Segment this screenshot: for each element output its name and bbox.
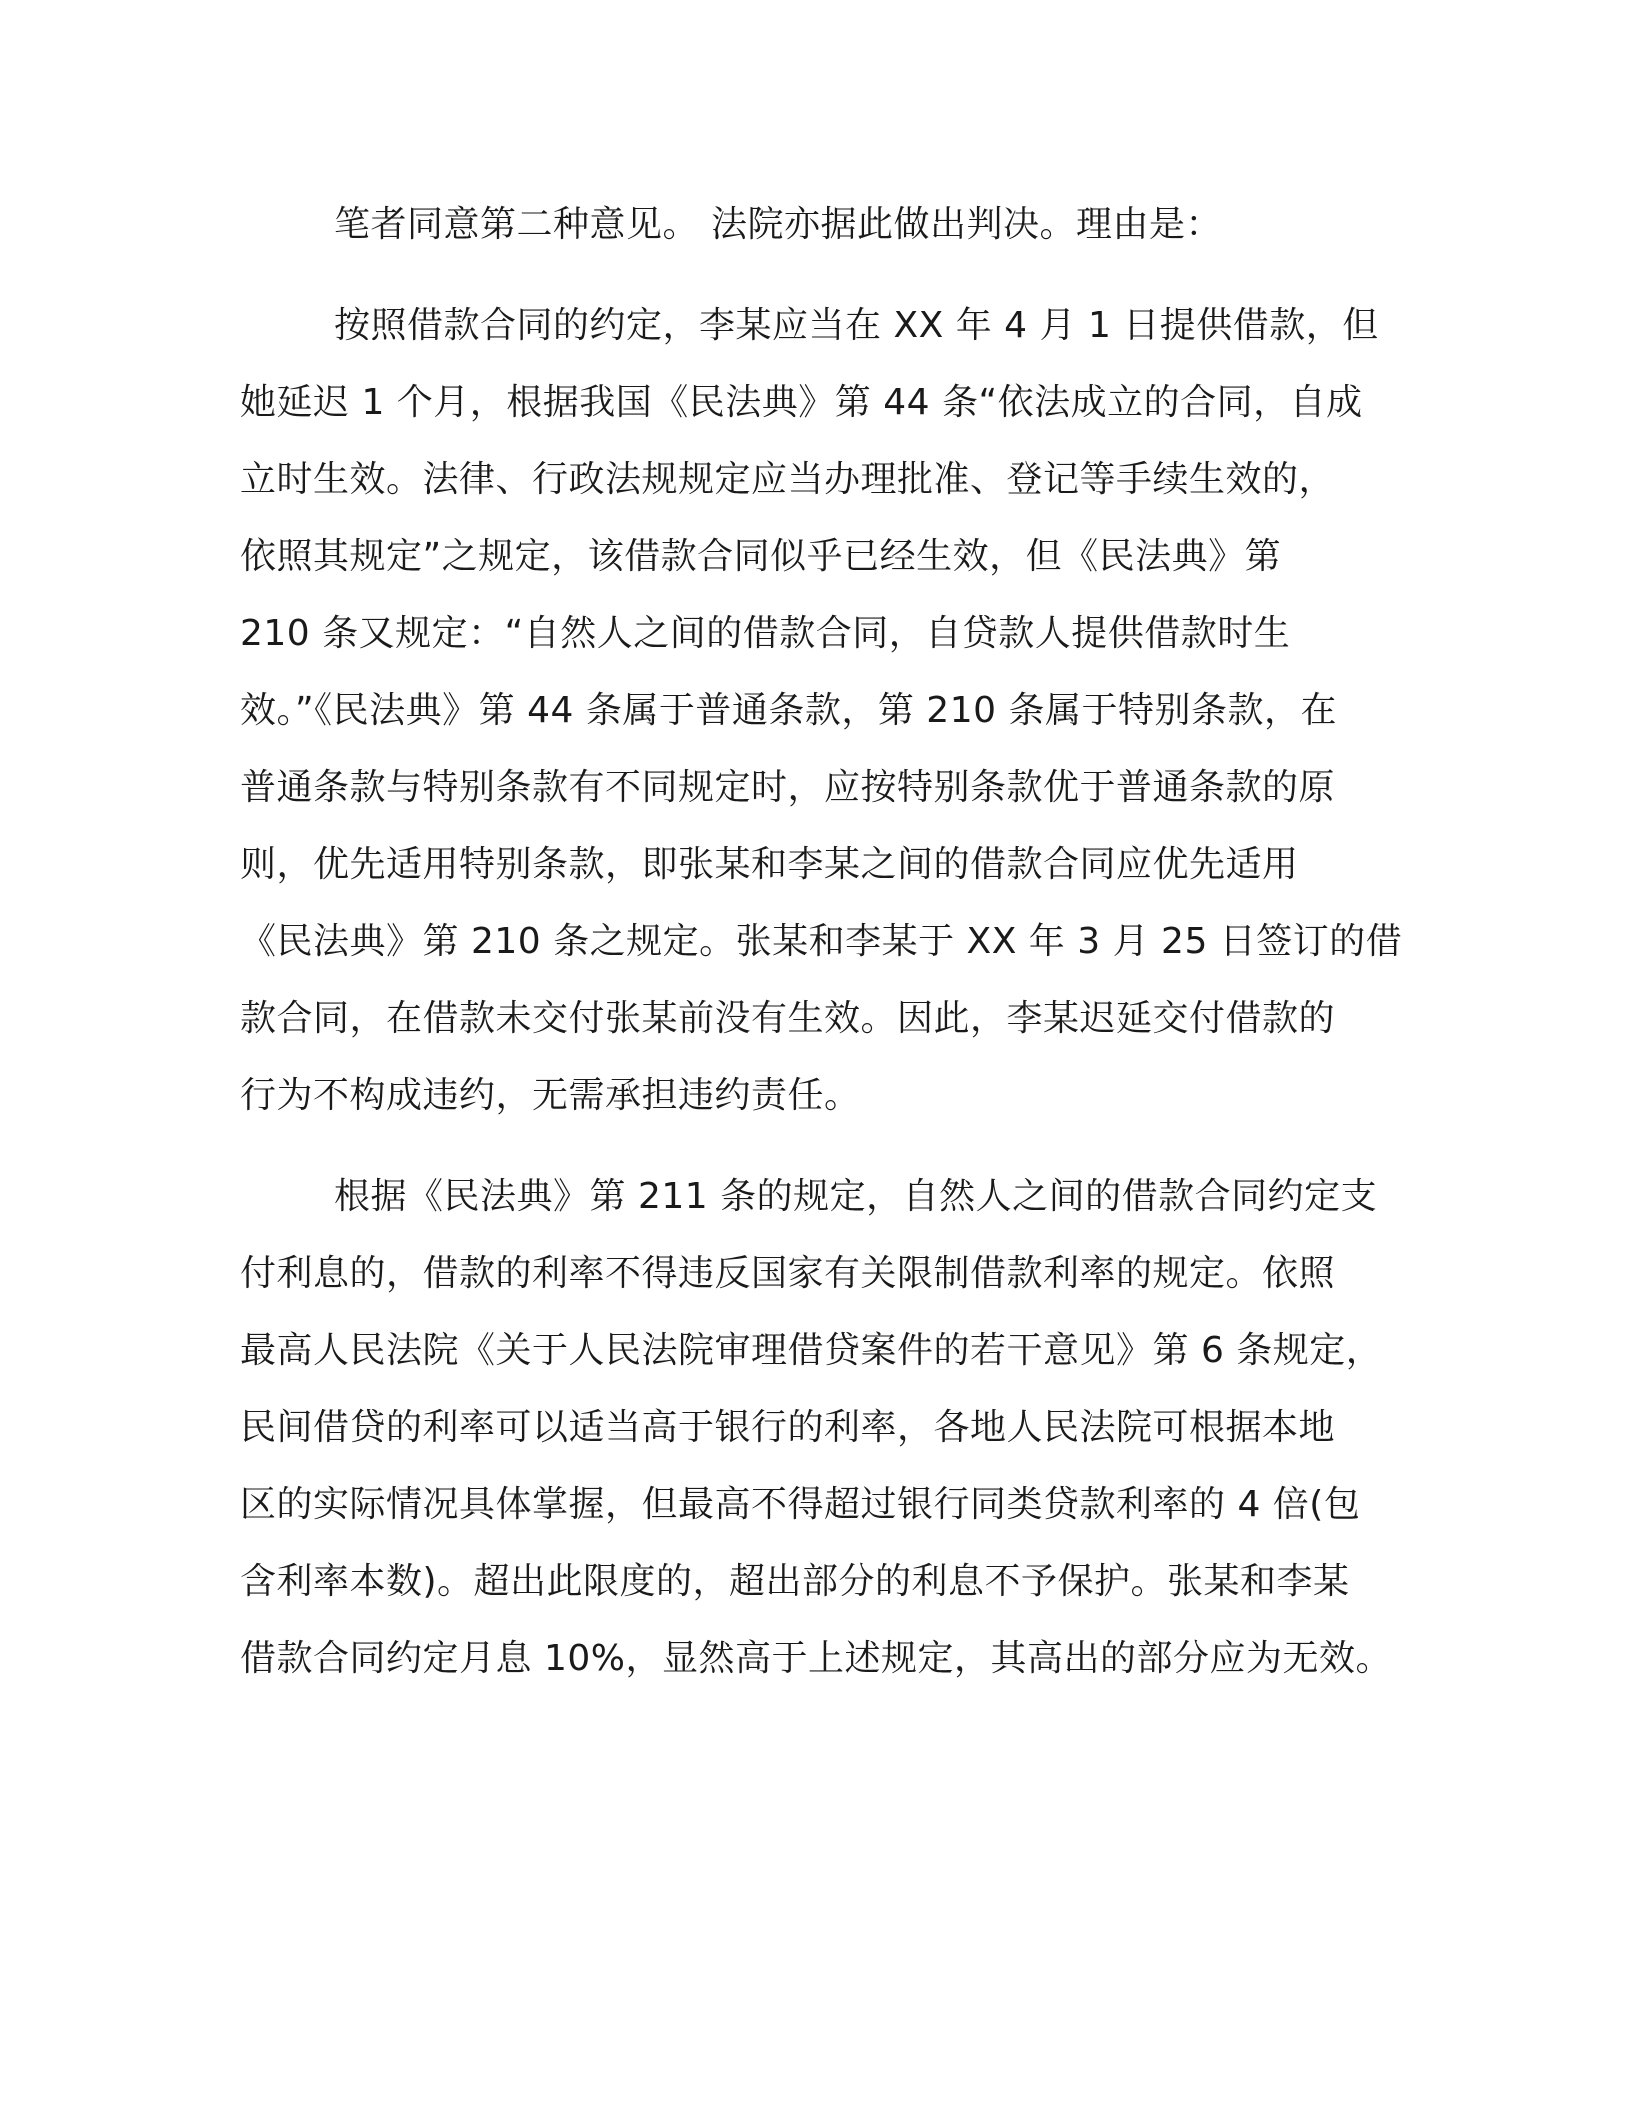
text-line: 普通条款与特别条款有不同规定时，应按特别条款优于普通条款的原 <box>240 767 1336 808</box>
text-line: 立时生效。法律、行政法规规定应当办理批准、登记等手续生效的， <box>240 459 1336 500</box>
text-line: 效。”《民法典》第 44 条属于普通条款，第 210 条属于特别条款，在 <box>240 690 1337 731</box>
document-body <box>240 186 1403 1697</box>
paragraph-contract-effect <box>240 287 1403 1134</box>
text-line: 区的实际情况具体掌握，但最高不得超过银行同类贷款利率的 4 倍(包 <box>240 1484 1361 1525</box>
text-line: 行为不构成违约，无需承担违约责任。 <box>240 1075 861 1116</box>
paragraph-interest-rate <box>240 1158 1390 1697</box>
text-line: 借款合同约定月息 10%，显然高于上述规定，其高出的部分应为无效。 <box>240 1638 1392 1679</box>
text-line: 210 条又规定：“自然人之间的借款合同，自贷款人提供借款时生 <box>240 613 1291 654</box>
text-line: 《民法典》第 210 条之规定。张某和李某于 XX 年 3 月 25 日签订的借 <box>240 921 1403 962</box>
text-line: 民间借贷的利率可以适当高于银行的利率，各地人民法院可根据本地 <box>240 1407 1336 1448</box>
text-line: 她延迟 1 个月，根据我国《民法典》第 44 条“依法成立的合同，自成 <box>240 382 1363 423</box>
text-line: 最高人民法院《关于人民法院审理借贷案件的若干意见》第 6 条规定， <box>240 1330 1383 1371</box>
text-line: 按照借款合同的约定，李某应当在 XX 年 4 月 1 日提供借款，但 <box>334 305 1379 346</box>
paragraph-opinion <box>240 186 1390 263</box>
text-line: 笔者同意第二种意见。 法院亦据此做出判决。理由是： <box>334 204 1222 245</box>
text-line: 依照其规定”之规定，该借款合同似乎已经生效，但《民法典》第 <box>240 536 1282 577</box>
text-line: 付利息的，借款的利率不得违反国家有关限制借款利率的规定。依照 <box>240 1253 1336 1294</box>
text-line: 则，优先适用特别条款，即张某和李某之间的借款合同应优先适用 <box>240 844 1299 885</box>
text-line: 含利率本数)。超出此限度的，超出部分的利息不予保护。张某和李某 <box>240 1561 1350 1602</box>
text-line: 根据《民法典》第 211 条的规定，自然人之间的借款合同约定支 <box>334 1176 1378 1217</box>
text-line: 款合同，在借款未交付张某前没有生效。因此，李某迟延交付借款的 <box>240 998 1336 1039</box>
